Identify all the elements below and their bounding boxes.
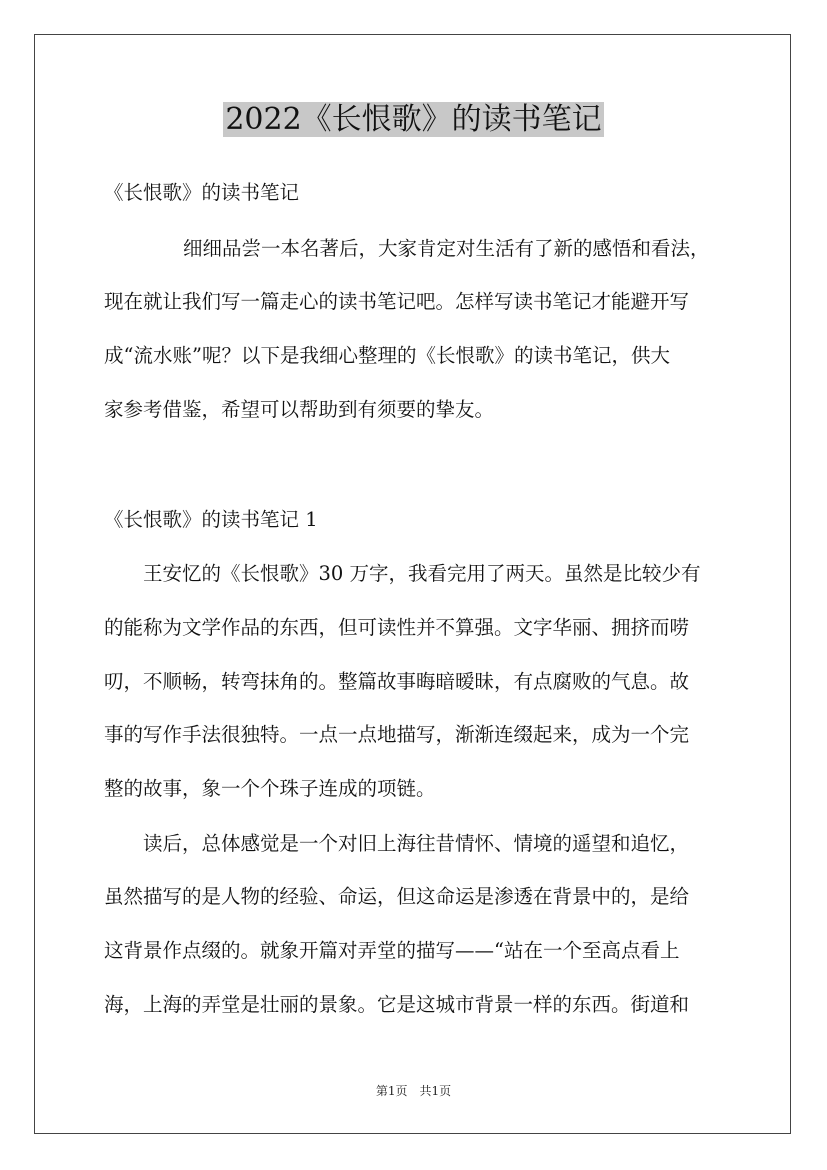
document-title-text: 2022《长恨歌》的读书笔记 (225, 102, 602, 137)
paragraph-line: 的能称为文学作品的东西，但可读性并不算强。文字华丽、拥挤而唠 (104, 616, 690, 639)
paragraph-line: 读后，总体感觉是一个对旧上海往昔情怀、情境的遥望和追忆， (143, 832, 690, 855)
paragraph-line: 海，上海的弄堂是壮丽的景象。它是这城市背景一样的东西。街道和 (104, 993, 690, 1016)
intro-line: 家参考借鉴，希望可以帮助到有须要的挚友。 (104, 398, 495, 421)
paragraph-line: 叨，不顺畅，转弯抹角的。整篇故事晦暗暧昧，有点腐败的气息。故 (104, 670, 690, 693)
page-footer: 第1页 共1页 (375, 1084, 452, 1098)
paragraph-line: 这背景作点缀的。就象开篇对弄堂的描写——“站在一个至高点看上 (104, 939, 680, 962)
section-heading: 《长恨歌》的读书笔记 1 (104, 508, 318, 531)
intro-line: 细细品尝一本名著后，大家肯定对生活有了新的感悟和看法， (183, 237, 710, 260)
document-title (0, 100, 827, 140)
intro-line: 成“流水账”呢？以下是我细心整理的《长恨歌》的读书笔记，供大 (104, 344, 670, 367)
paragraph-line: 整的故事，象一个个珠子连成的项链。 (104, 777, 436, 800)
intro-line: 现在就让我们写一篇走心的读书笔记吧。怎样写读书笔记才能避开写 (104, 290, 690, 313)
paragraph-line: 王安忆的《长恨歌》30 万字，我看完用了两天。虽然是比较少有 (143, 562, 701, 585)
main-heading: 《长恨歌》的读书笔记 (104, 181, 300, 204)
paragraph-line: 虽然描写的是人物的经验、命运，但这命运是渗透在背景中的，是给 (104, 885, 690, 908)
paragraph-line: 事的写作手法很独特。一点一点地描写，渐渐连缀起来，成为一个完 (104, 723, 690, 746)
